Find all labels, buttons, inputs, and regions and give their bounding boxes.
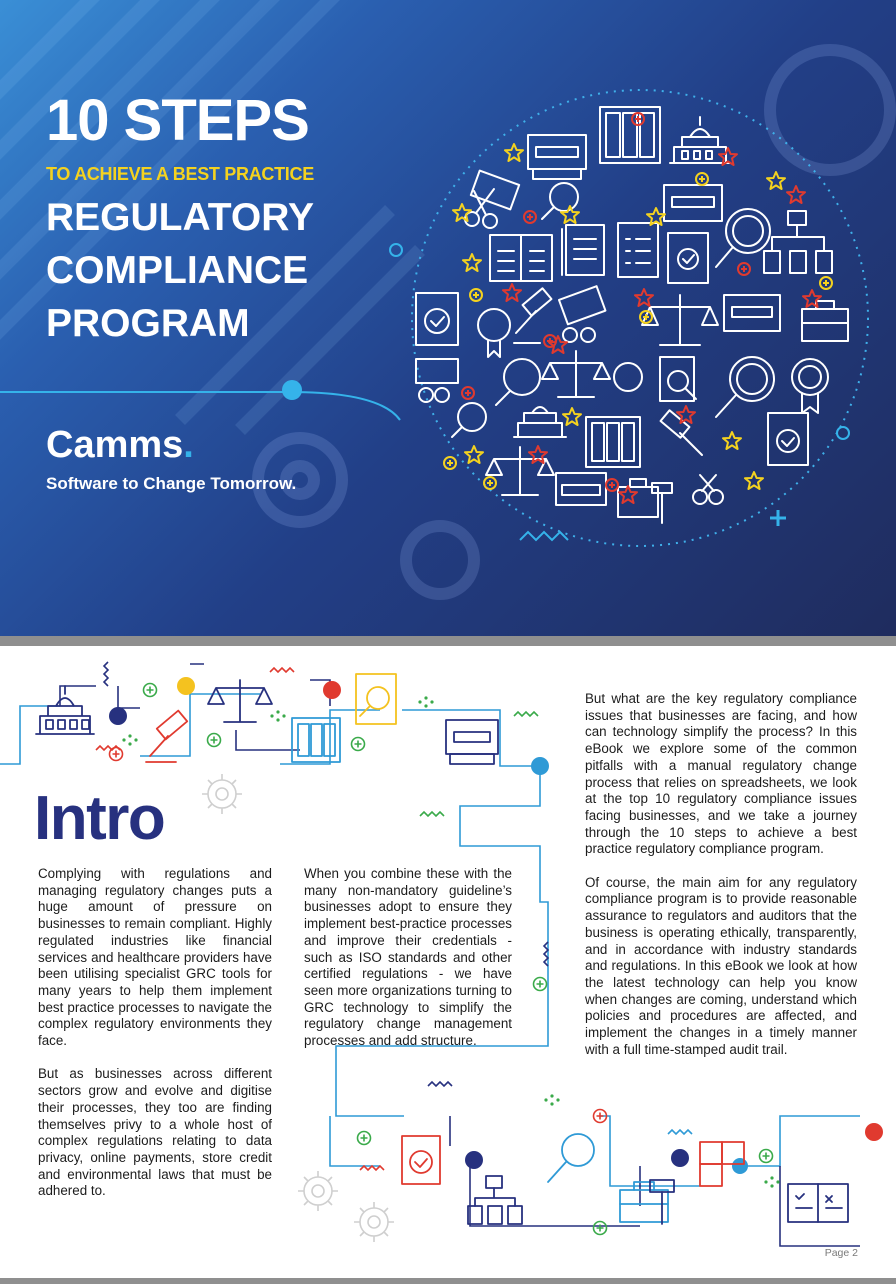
magnifier-icon	[542, 183, 578, 219]
gavel-icon	[146, 711, 187, 762]
intro-column-2	[304, 866, 512, 1066]
intro-paragraph: But as businesses across different sectors grow and evolve and digitise their processes, they too are finding themselves privy to a whole host of complex regulations relating to data privacy, online payments, store credit and environmental laws that must be adhered to.	[38, 1066, 272, 1199]
intro-paragraph: But what are the key regulatory compliance issues that businesses are facing, and how can technology simplify the process? In this eBook we explore some of the common pitfalls with a manual regulatory change process that relies on spreadsheets, we look at the top 10 regulatory compliance issues facing businesses, and we take a journey through the 10 steps to achieve a best practice regulatory compliance program.	[585, 691, 857, 857]
file-box-icon	[446, 720, 498, 764]
intro-paragraph: Of course, the main aim for any regulatory compliance program is to provide reasonable assurance to regulators and auditors that the business is operating ethically, transparently, and in accordance with industry standards and regulations. In this eBook we look at how the latest technology can help you know when changes are coming, understand which policies and procedures are affected, and implement the changes in a timely manner with a full time-stamped audit trail.	[585, 874, 857, 1057]
magnifier-icon	[660, 357, 696, 401]
cover-title-line-1: REGULATORY	[46, 196, 314, 239]
file-box-icon	[556, 473, 606, 505]
seal-award-icon	[792, 359, 828, 413]
building-icon	[514, 407, 566, 437]
bottom-bar	[0, 1278, 896, 1284]
cover-title-line-3: PROGRAM	[46, 302, 250, 345]
magnifier-icon	[496, 359, 540, 405]
seal-award-icon	[614, 363, 642, 391]
brand-tagline: Software to Change Tomorrow.	[46, 474, 297, 493]
intro-paragraph: Complying with regulations and managing regulatory changes puts a huge amount of pressure on businesses to remain compliant. Highly regulated industries like financial services and healthcare providers have been utilising specialist GRC tools for many years to help them implement best practice processes to navigate the complex regulatory environments they face.	[38, 866, 272, 1049]
cover-title: 10 STEPS	[46, 88, 309, 153]
binders-icon	[292, 718, 340, 762]
intro-heading: Intro	[34, 784, 165, 853]
gavel-icon	[514, 288, 551, 343]
scissors-cut-icon	[559, 286, 605, 342]
document-icon	[562, 225, 604, 275]
magnifier-icon	[716, 209, 770, 267]
magnifier-icon	[716, 357, 774, 417]
page-number: Page 2	[824, 1247, 858, 1259]
intro-paragraph: When you combine these with the many non-mandatory guideline’s businesses adopt to ensure they implement best-practice processes and improve their credentials - such as ISO standards and other certified regulations - we have seen more organizations turning to GRC technology to simplify the regulatory change management processes and add structure.	[304, 866, 512, 1049]
compliance-icon-cloud	[390, 95, 860, 545]
clipboard-icon	[768, 413, 808, 465]
binders-icon	[600, 107, 660, 163]
scales-icon	[642, 295, 718, 345]
org-chart-icon	[468, 1176, 522, 1224]
brand-name: Camms	[46, 424, 184, 466]
clipboard-icon	[402, 1136, 440, 1184]
briefcase-icon	[802, 301, 848, 341]
magnifier-icon	[548, 1134, 594, 1182]
puzzle-icon	[700, 1142, 744, 1186]
cover-panel	[0, 0, 896, 636]
checklist-icon	[618, 223, 658, 277]
brand-logo	[46, 424, 194, 467]
clipboard-icon	[416, 293, 458, 345]
brand-dot: .	[183, 424, 194, 466]
scissors-cut-icon	[465, 171, 519, 228]
file-box-icon	[528, 135, 586, 179]
building-icon	[36, 686, 94, 734]
briefcase-icon	[620, 1182, 668, 1222]
magnifier-icon	[452, 403, 486, 437]
scales-icon	[542, 351, 610, 397]
seal-award-icon	[478, 309, 510, 357]
org-chart-icon	[764, 211, 832, 273]
cover-subtitle: TO ACHIEVE A BEST PRACTICE	[46, 164, 314, 184]
checklist-icon	[788, 1184, 848, 1222]
scissors-cut-icon	[416, 359, 458, 402]
scales-icon	[208, 680, 272, 722]
cover-title-line-2: COMPLIANCE	[46, 249, 309, 292]
file-box-icon	[664, 185, 722, 221]
clipboard-icon	[668, 233, 708, 283]
file-box-icon	[724, 295, 780, 331]
page-divider	[0, 636, 896, 646]
magnifier-icon	[356, 674, 396, 724]
intro-column-1	[38, 866, 272, 1217]
scissors-cut-icon	[693, 475, 723, 504]
checklist-icon	[490, 235, 552, 281]
intro-column-3	[585, 691, 857, 1075]
binders-icon	[586, 417, 640, 467]
